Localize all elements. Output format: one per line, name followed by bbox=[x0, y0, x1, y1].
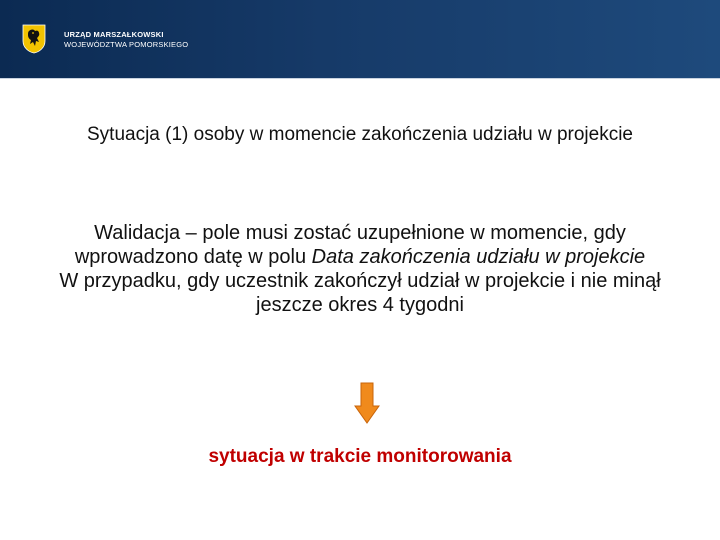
slide-title: Sytuacja (1) osoby w momencie zakończenia udziału w projekcie bbox=[87, 124, 633, 145]
organization-name-line2: WOJEWÓDZTWA POMORSKIEGO bbox=[64, 40, 189, 49]
slide-body bbox=[30, 221, 690, 317]
validation-paragraph bbox=[30, 221, 690, 269]
condition-paragraph: W przypadku, gdy uczestnik zakończył udział w projekcie i nie minął jeszcze okres 4 tygodni bbox=[59, 270, 661, 316]
result-text: sytuacja w trakcie monitorowania bbox=[208, 446, 512, 467]
arrow-down-icon bbox=[354, 382, 380, 424]
crest-icon bbox=[22, 24, 46, 54]
validation-field-name: Data zakończenia udziału w projekcie bbox=[311, 246, 646, 268]
organization-name-line1: URZĄD MARSZAŁKOWSKI bbox=[64, 30, 164, 39]
header-bar bbox=[0, 0, 720, 79]
validation-text: Walidacja – pole musi zostać uzupełnione w momencie, gdy wprowadzono datę w polu bbox=[74, 222, 626, 268]
organization-name bbox=[64, 30, 188, 50]
